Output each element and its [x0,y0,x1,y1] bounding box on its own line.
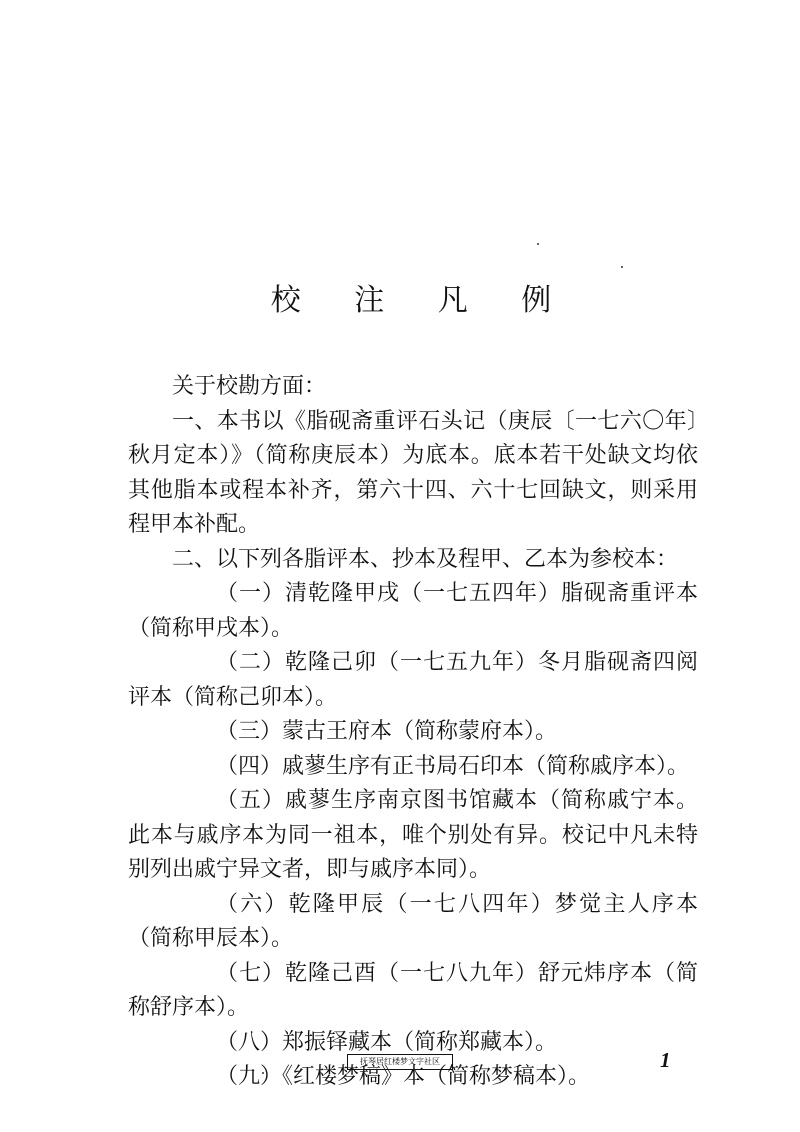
page-title: 校 注 凡 例 [270,283,574,318]
paragraph-subitem-3: （三）蒙古王府本（简称蒙府本）。 [216,719,558,744]
paragraph-subitem-6: （六）乾隆甲辰（一七八四年）梦觉主人序本（简称甲辰本）。 [128,891,698,951]
paragraph-subitem-8: （八）郑振铎藏本（简称郑藏本）。 [216,1029,558,1055]
paragraph-subitem-2: （二）乾隆己卯（一七五九年）冬月脂砚斋四阅评本（简称己卯本）。 [128,650,698,710]
paragraph-subitem-4: （四）戚蓼生序有正书局石印本（简称戚序本）。 [216,753,690,779]
watermark-stamp: 抚琴居红楼梦文字社区 [347,1054,453,1070]
paragraph-item-1: 一、本书以《脂砚斋重评石头记（庚辰〔一七六〇年〕秋月定本）》（简称庚辰本）为底本。底本若干处缺文均依其他脂本或程本补齐，第六十四、六十七回缺文，则采用程甲本补配。 [128,408,698,537]
paragraph-subitem-7: （七）乾隆己酉（一七八九年）舒元炜序本（简称舒序本）。 [128,960,698,1020]
paragraph-subitem-9: （九）《红楼梦稿》本（简称梦稿本）。 [216,1064,591,1089]
scan-speck [621,266,623,268]
page-number: 1 [660,1048,671,1072]
paragraph-subitem-1: （一）清乾隆甲戌（一七五四年）脂砚斋重评本（简称甲戌本）。 [128,581,698,641]
body-text [128,370,698,1095]
paragraph-intro: 关于校勘方面： [172,374,327,399]
scan-speck [537,243,539,245]
paragraph-item-2: 二、以下列各脂评本、抄本及程甲、乙本为参校本： [172,546,679,572]
paragraph-subitem-5: （五）戚蓼生序南京图书馆藏本（简称戚宁本。此本与戚序本为同一祖本，唯个别处有异。校记中凡未特别列出戚宁异文者，即与戚序本同）。 [128,788,698,882]
